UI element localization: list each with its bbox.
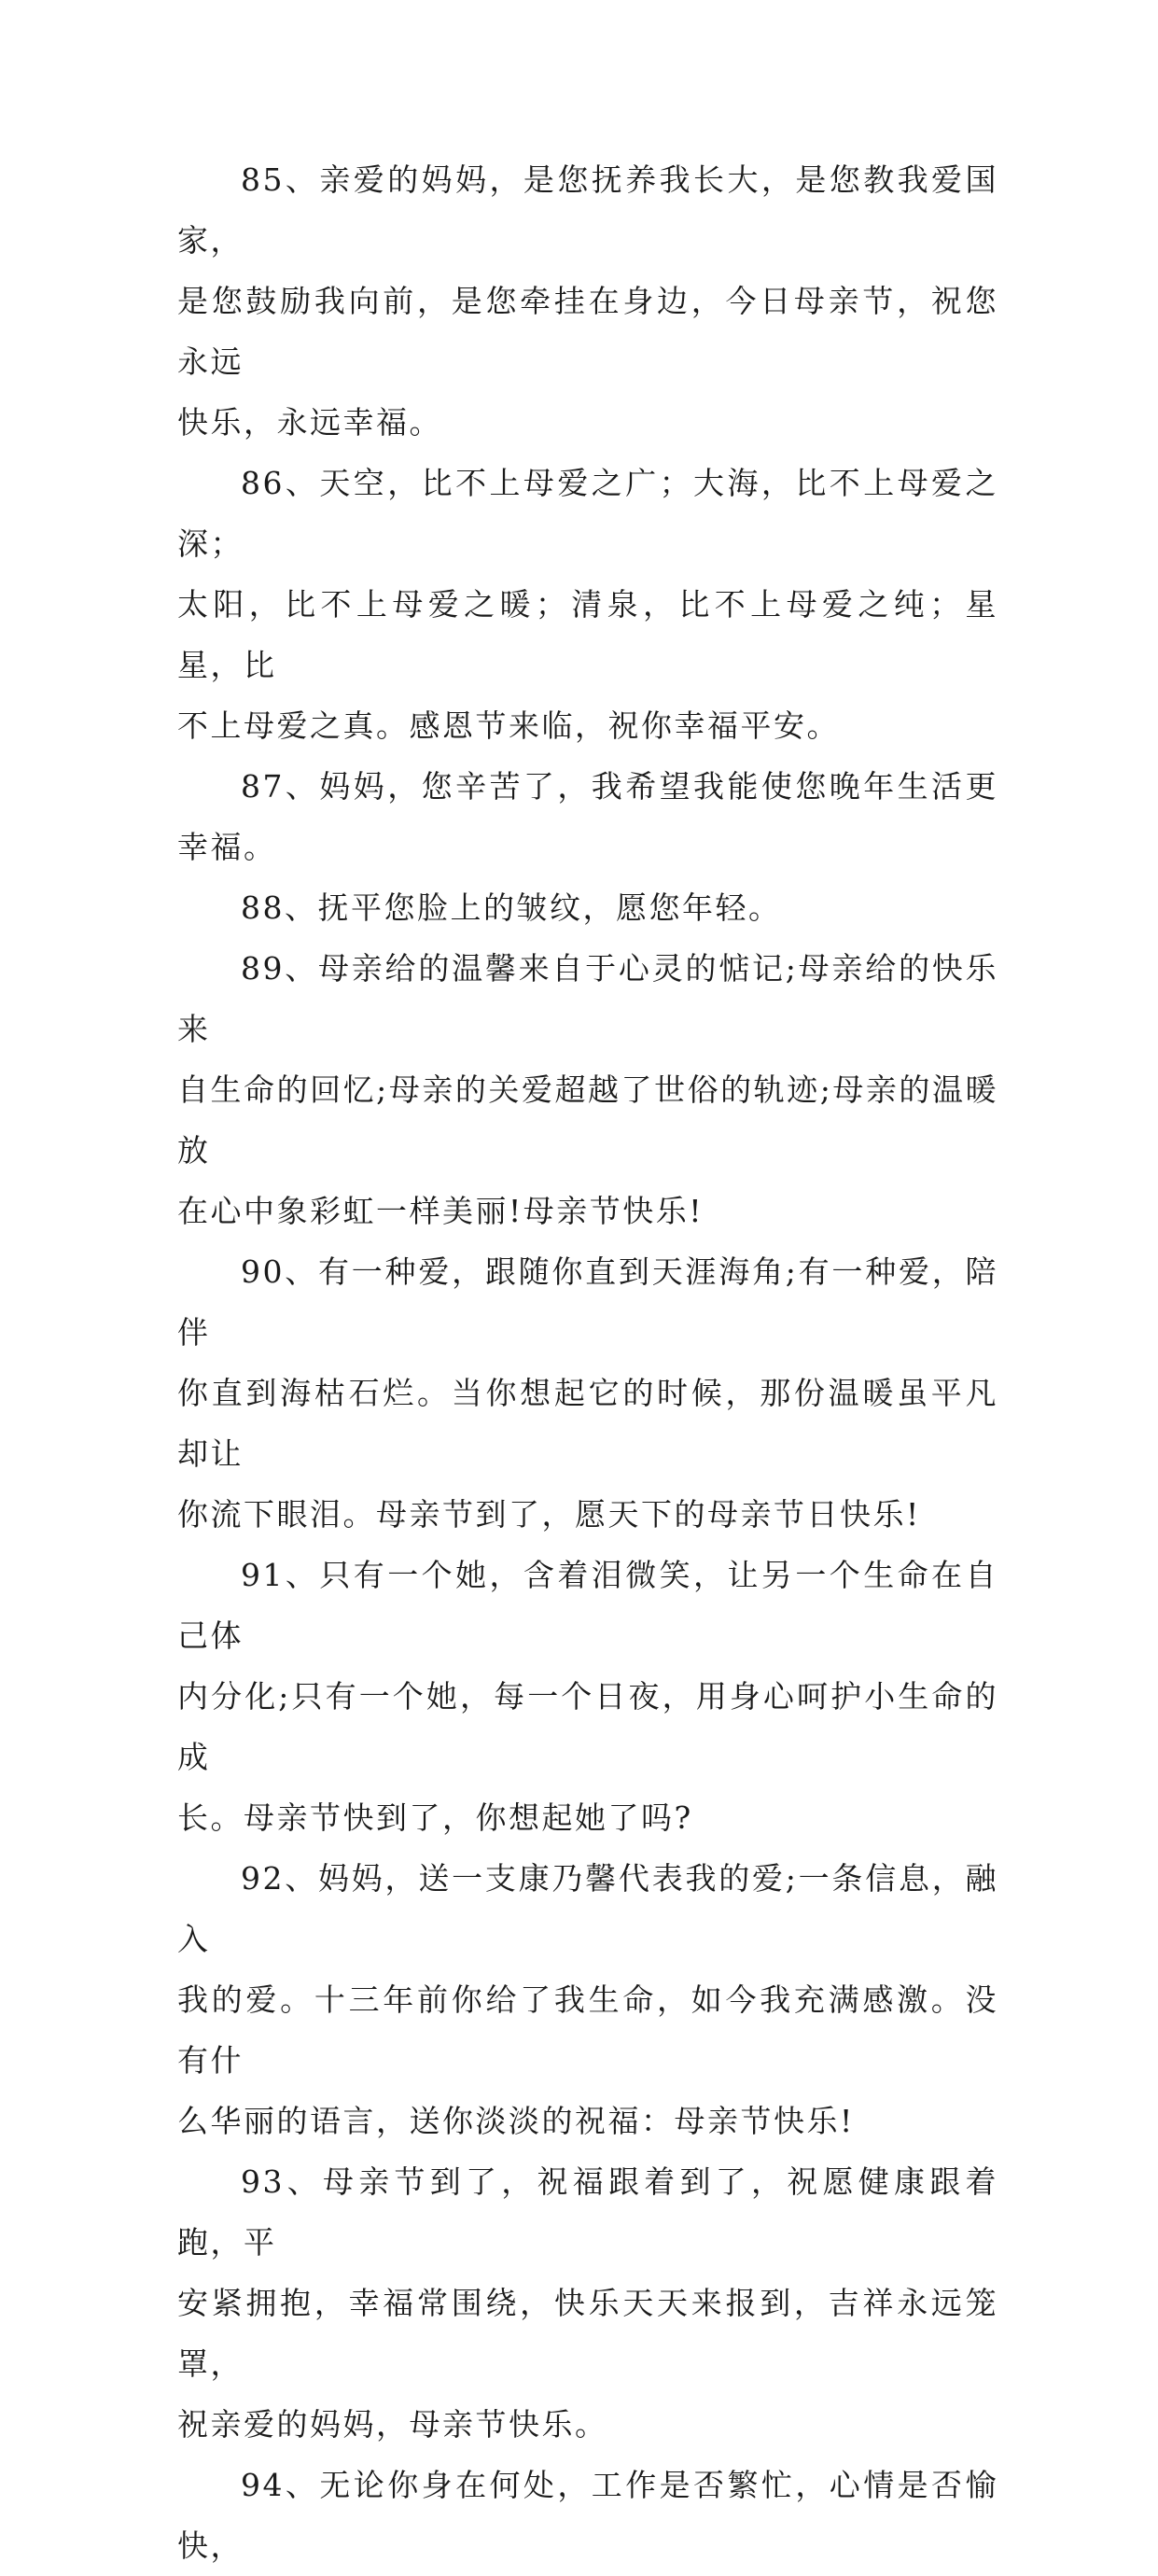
paragraph-87: 87、妈妈，您辛苦了，我希望我能使您晚年生活更幸福。	[177, 768, 998, 865]
paragraph-91: 91、只有一个她，含着泪微笑，让另一个生命在自己体 内分化;只有一个她，每一个日夜，用身心呵护小生命的成 长。母亲节快到了，你想起她了吗?	[177, 1557, 998, 1836]
paragraph-90: 90、有一种爱，跟随你直到天涯海角;有一种爱，陪伴 你直到海枯石烂。当你想起它的时候，那份温暖虽平凡却让 你流下眼泪。母亲节到了，愿天下的母亲节日快乐!	[177, 1253, 998, 1533]
paragraph-85: 85、亲爱的妈妈，是您抚养我长大，是您教我爱国家， 是您鼓励我向前，是您牵挂在身边，今日母亲节，祝您永远 快乐，永远幸福。	[177, 161, 998, 441]
paragraph-92: 92、妈妈，送一支康乃馨代表我的爱;一条信息，融入 我的爱。十三年前你给了我生命，如今我充满感激。没有什 么华丽的语言，送你淡淡的祝福：母亲节快乐!	[177, 1860, 998, 2139]
paragraph-94: 94、无论你身在何处，工作是否繁忙，心情是否愉快，	[177, 2467, 998, 2564]
paragraph-88: 88、抚平您脸上的皱纹，愿您年轻。	[241, 889, 782, 926]
paragraph-89: 89、母亲给的温馨来自于心灵的惦记;母亲给的快乐来 自生命的回忆;母亲的关爱超越了世俗的轨迹;母亲的温暖放 在心中象彩虹一样美丽!母亲节快乐!	[177, 950, 998, 1229]
paragraph-86: 86、天空，比不上母爱之广；大海，比不上母爱之深； 太阳，比不上母爱之暖；清泉，比不上母爱之纯；星星，比 不上母爱之真。感恩节来临，祝你幸福平安。	[177, 465, 998, 744]
paragraph-93: 93、母亲节到了，祝福跟着到了，祝愿健康跟着跑，平 安紧拥抱，幸福常围绕，快乐天天来报到，吉祥永远笼罩， 祝亲爱的妈妈，母亲节快乐。	[177, 2163, 998, 2443]
document-body	[177, 149, 998, 2576]
